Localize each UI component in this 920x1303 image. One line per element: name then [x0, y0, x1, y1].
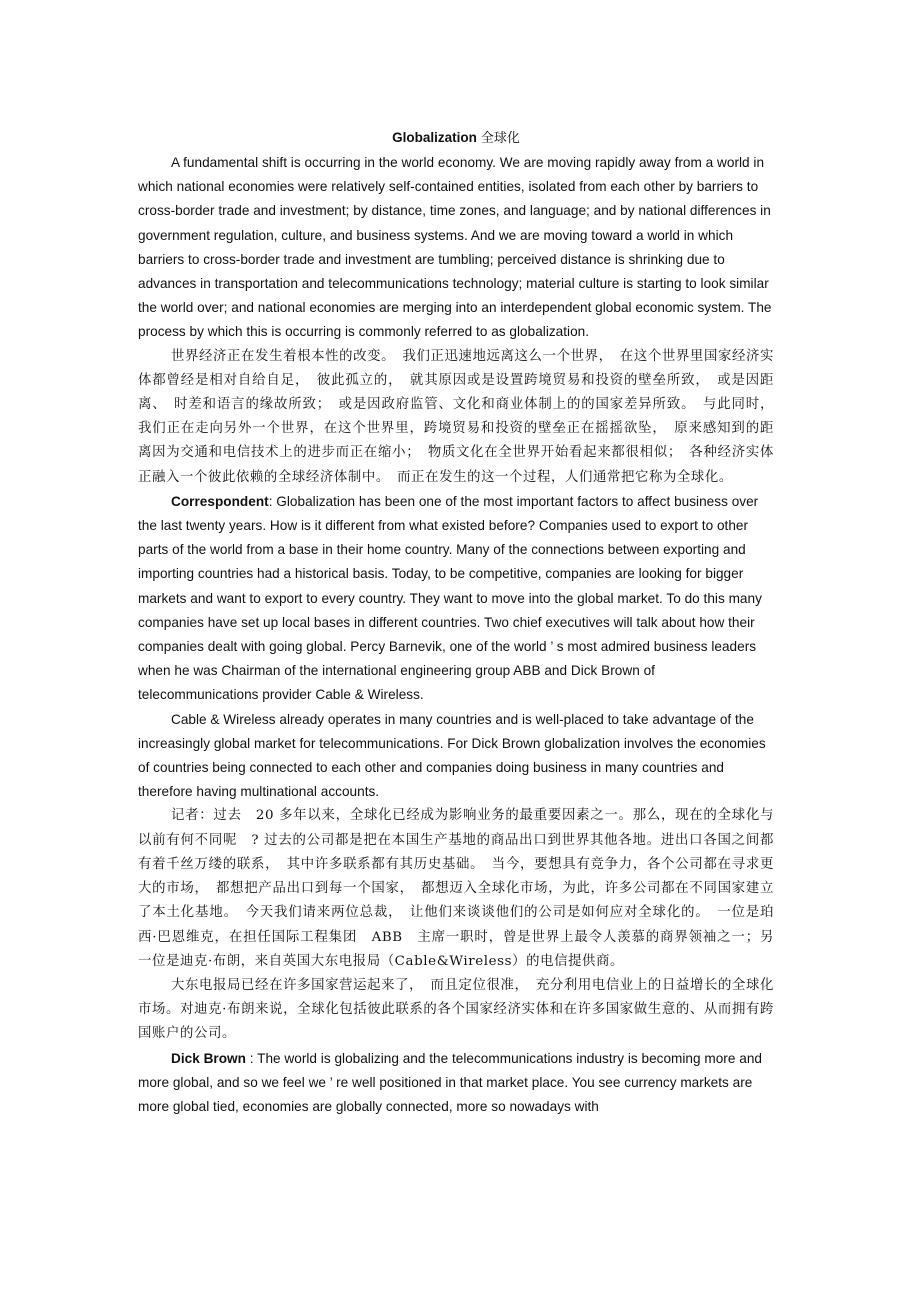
speaker-label: Correspondent: [171, 493, 269, 509]
paragraph-text: A fundamental shift is occurring in the world economy. We are moving rapidly away from a world in which national economies were relatively self-contained entities, isolated from each other by barriers to cross-border trade and investment; by distance, time zones, and language; and by national differences in government regulation, culture, and business systems. And we are moving toward a world in which barriers to cross-border trade and investment are tumbling; perceived distance is shrinking due to advances in transportation and telecommunications technology; material culture is starting to look similar the world over; and national economies are merging into an interdependent global economic system. The process by which this is occurring is commonly referred to as globalization.: [138, 155, 772, 340]
intro-paragraph-en: [138, 151, 774, 345]
title-chinese: 全球化: [480, 131, 520, 146]
title-english: Globalization: [392, 130, 477, 145]
paragraph-text: : Globalization has been one of the most important factors to affect business over the last twenty years. How is it different from what existed before? Companies used to export to other parts of the world from a base in their home country. Many of the connections between exporting and importing countries had a historical basis. Today, to be competitive, companies are looking for bigger markets and want to export to every country. They want to move into the global market. To do this many companies have set up local bases in different countries. Two chief executives will talk about how their companies dealt with going global. Percy Barnevik, one of the world ’ s most admired business leaders when he was Chairman of the international engineering group ABB and Dick Brown of telecommunications provider Cable & Wireless.: [138, 493, 762, 703]
paragraph-text: : The world is globalizing and the telecommunications industry is becoming more and more global, and so we feel we ’ re well positioned in that market place. You see currency markets are more global tied, economies are globally connected, more so nowadays with: [138, 1050, 762, 1114]
speaker-label: Dick Brown: [171, 1050, 246, 1066]
paragraph-text: 记者：过去 20 多年以来，全球化已经成为影响业务的最重要因素之一。那么，现在的全球化与以前有何不同呢 ? 过去的公司都是把在本国生产基地的商品出口到世界其他各地。进出口各国之间都有着千丝万缕的联系， 其中许多联系都有其历史基础。 当今，要想具有竞争力，各个公司都在寻求更大的市场， 都想把产品出口到每一个国家， 都想迈入全球化市场，为此，许多公司都在不同国家建立了本土化基地。 今天我们请来两位总裁， 让他们来谈谈他们的公司是如何应对全球化的。 一位是珀西·巴恩维克，在担任国际工程集团 ABB 主席一职时，曾是世界上最令人羡慕的商界领袖之一；另一位是迪克·布朗，来自英国大东电报局（Cable&Wireless）的电信提供商。: [138, 808, 774, 969]
cable-wireless-paragraph-zh: [138, 974, 774, 1047]
correspondent-paragraph-zh: [138, 804, 774, 973]
correspondent-paragraph-en: [138, 490, 774, 708]
dick-brown-paragraph-en: [138, 1047, 774, 1120]
paragraph-text: 大东电报局已经在许多国家营运起来了， 而且定位很准， 充分利用电信业上的日益增长的全球化市场。对迪克·布朗来说，全球化包括彼此联系的各个国家经济实体和在许多国家做生意的、从而拥有跨国账户的公司。: [138, 977, 774, 1042]
intro-paragraph-zh: [138, 345, 774, 490]
page-title: [138, 126, 774, 151]
document-body: [138, 126, 774, 1119]
paragraph-text: Cable & Wireless already operates in many countries and is well-placed to take advantage of the increasingly global market for telecommunications. For Dick Brown globalization involves the economies of countries being connected to each other and companies doing business in many countries and therefore having multinational accounts.: [138, 711, 766, 800]
cable-wireless-paragraph-en: [138, 708, 774, 805]
paragraph-text: 世界经济正在发生着根本性的改变。 我们正迅速地远离这么一个世界， 在这个世界里国家经济实体都曾经是相对自给自足， 彼此孤立的， 就其原因或是设置跨境贸易和投资的壁垒所致， 或是因距离、 时差和语言的缘故所致； 或是因政府监管、文化和商业体制上的的国家差异所致。 与此同时，我们正在走向另外一个世界，在这个世界里，跨境贸易和投资的壁垒正在摇摇欲坠， 原来感知到的距离因为交通和电信技术上的进步而正在缩小； 物质文化在全世界开始看起来都很相似； 各种经济实体正融入一个彼此依赖的全球经济体制中。 而正在发生的这一个过程，人们通常把它称为全球化。: [138, 348, 774, 485]
